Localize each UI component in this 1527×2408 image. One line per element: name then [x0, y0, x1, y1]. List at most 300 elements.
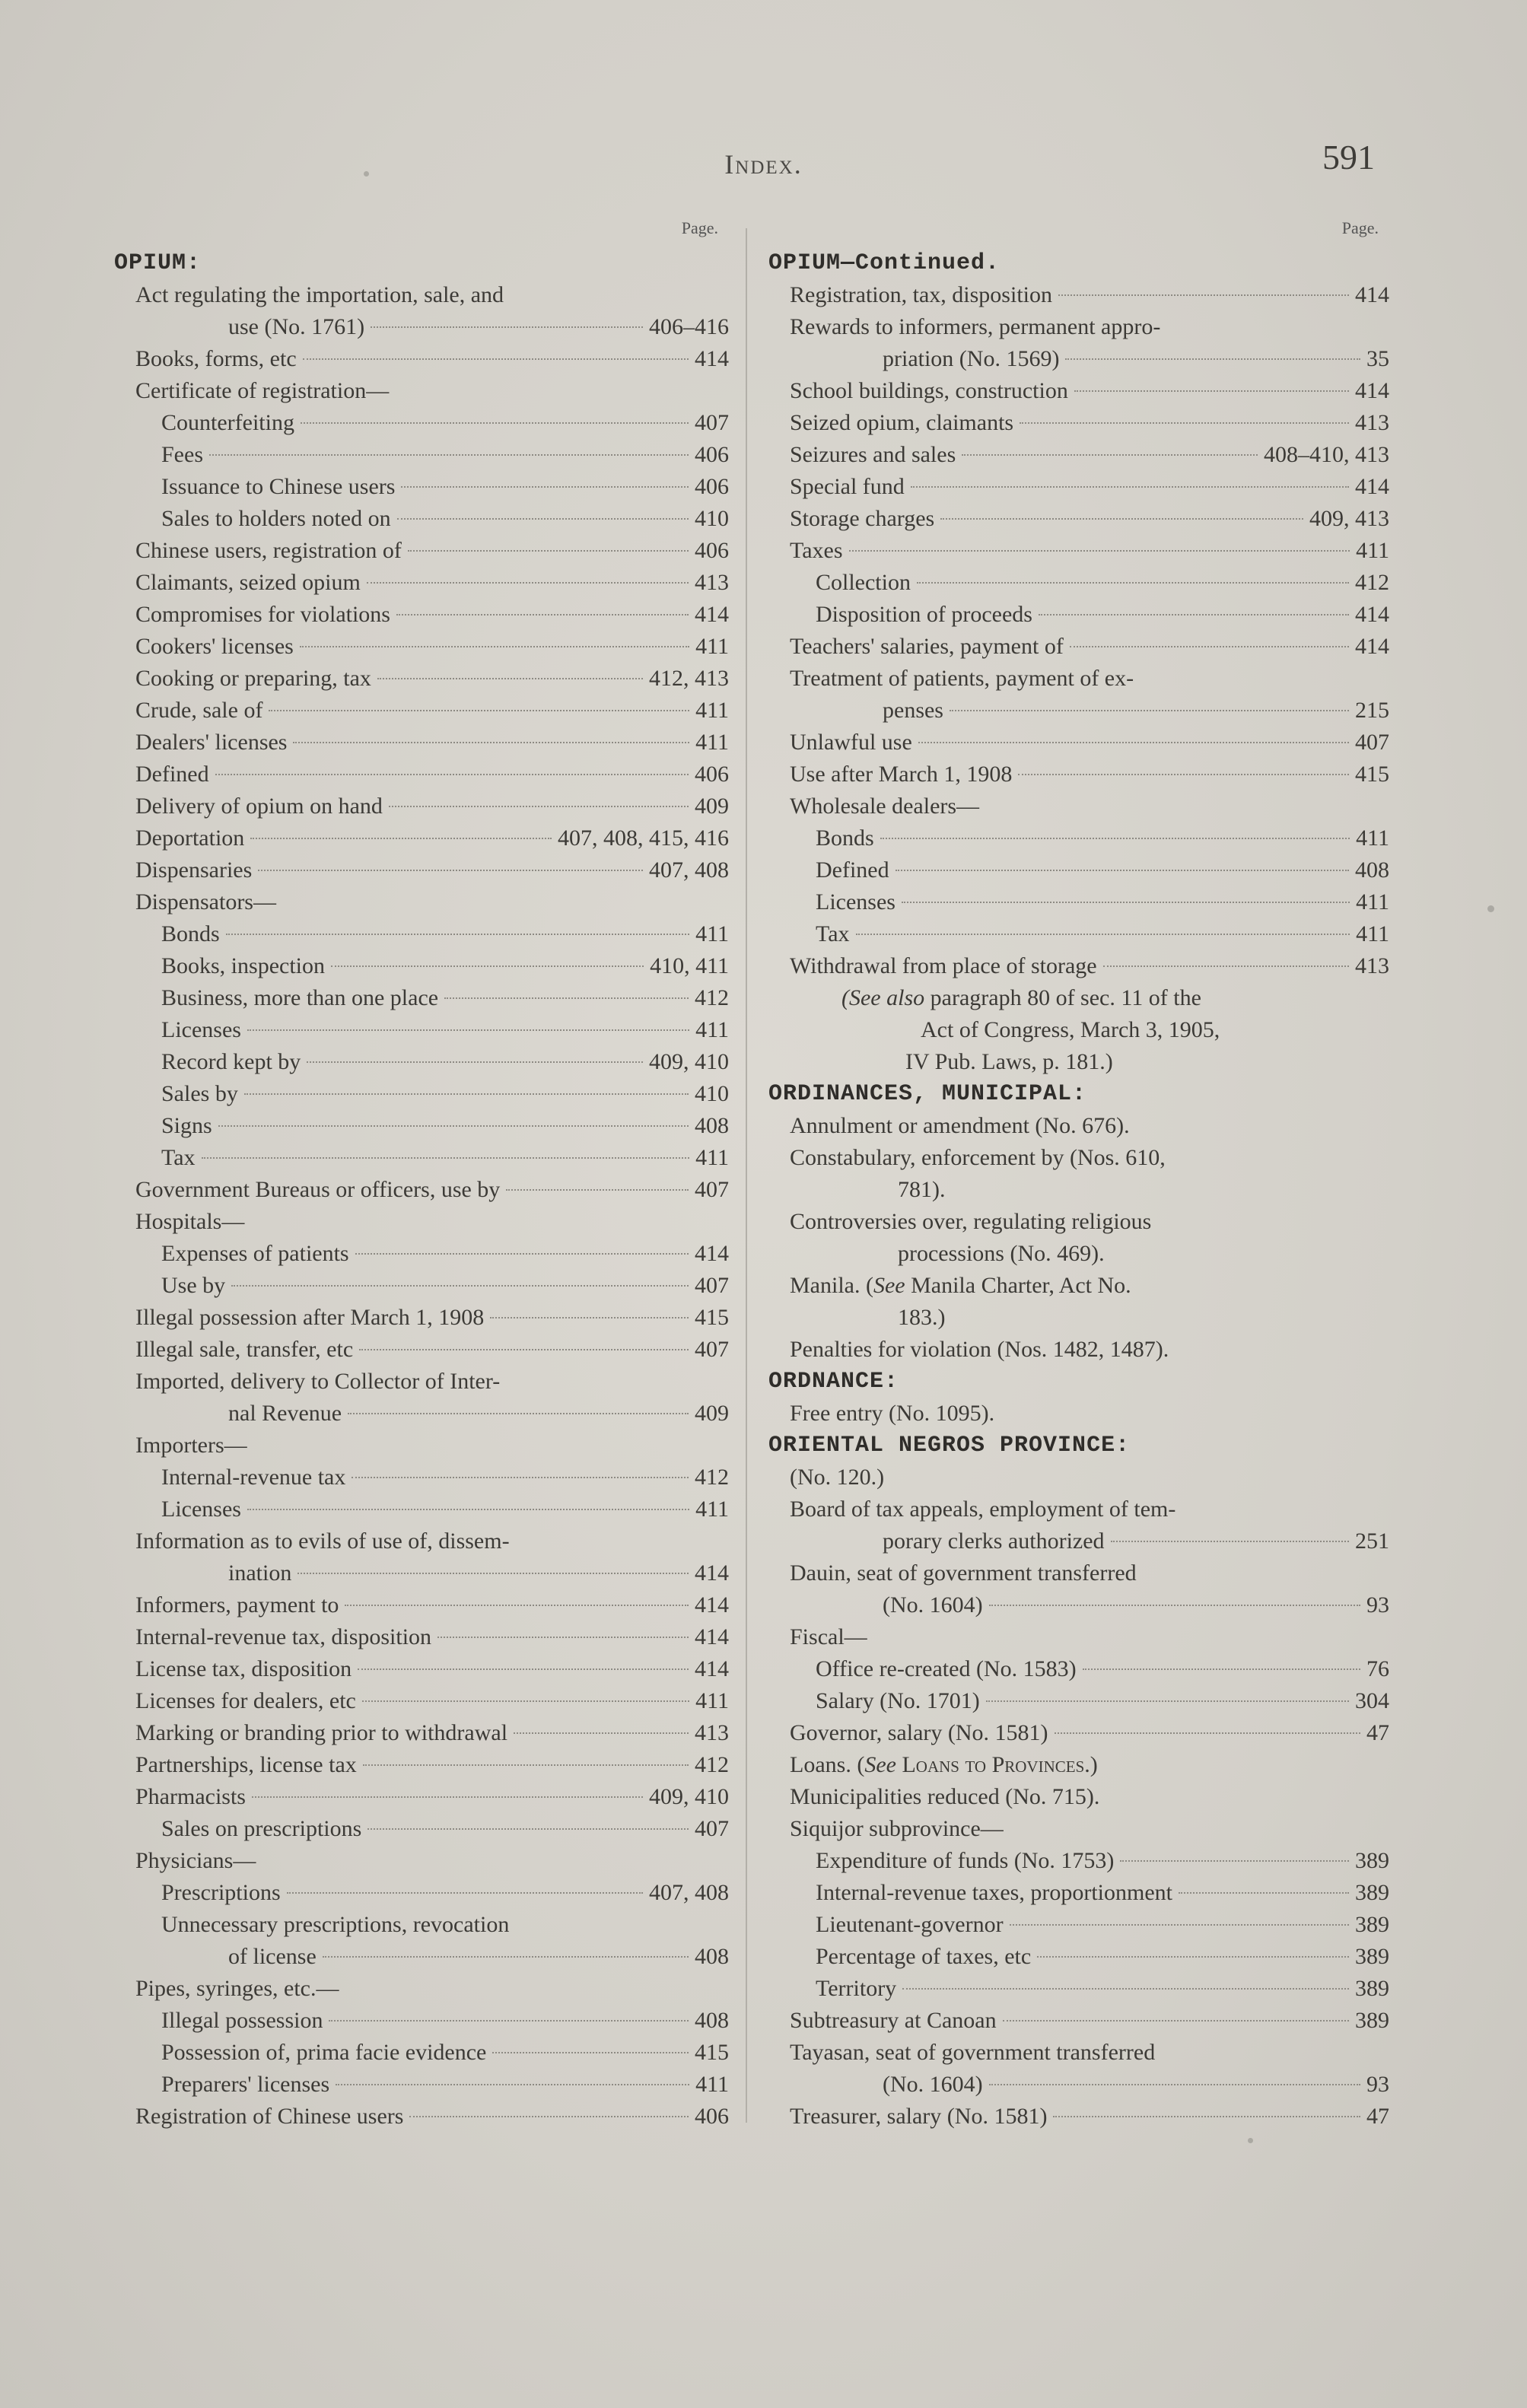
entry-label: Registration of Chinese users [135, 2104, 404, 2129]
manila-text-a: Manila. ( [790, 1273, 873, 1298]
index-entry [114, 854, 729, 886]
entry-label-cont: of license [228, 1944, 317, 1969]
page-reference: 389 [1355, 2008, 1389, 2033]
entry-label: Sales to holders noted on [161, 506, 391, 531]
dot-leader [352, 1477, 689, 1478]
page-reference: 415 [695, 1305, 729, 1330]
dot-leader [348, 1413, 689, 1414]
dot-leader [252, 1796, 643, 1798]
dot-leader [331, 965, 644, 967]
index-entry [768, 886, 1389, 918]
ordinance-constabulary: Constabulary, enforcement by (Nos. 610, [790, 1145, 1166, 1170]
entry-label: Internal-revenue tax, disposition [135, 1624, 432, 1649]
entry-label-cont: nal Revenue [228, 1401, 342, 1426]
entry-label: Taxes [790, 538, 843, 563]
dot-leader [307, 1061, 643, 1063]
entry-label: Crude, sale of [135, 698, 263, 723]
index-entry [114, 695, 729, 727]
index-entry [768, 631, 1389, 663]
page-reference: 304 [1355, 1688, 1389, 1713]
page-reference: 389 [1355, 1976, 1389, 2001]
index-entry [114, 1110, 729, 1142]
page-reference: 407 [695, 1273, 729, 1298]
entry-label: Importers— [135, 1433, 247, 1458]
left-entries [114, 279, 729, 2133]
index-entry [114, 1813, 729, 1845]
entry-label: Imported, delivery to Collector of Inter- [135, 1369, 501, 1394]
dot-leader [401, 486, 689, 488]
page-reference: 414 [695, 1560, 729, 1586]
dot-leader [371, 326, 643, 328]
dot-leader [989, 1605, 1360, 1606]
entry-label: Dispensators— [135, 889, 276, 915]
entry-label: Claimants, seized opium [135, 570, 361, 595]
entry-label: Disposition of proceeds [816, 602, 1032, 627]
entry-label-cont: priation (No. 1569) [883, 346, 1060, 371]
see-also-line3: IV Pub. Laws, p. 181.) [905, 1049, 1113, 1074]
dot-leader [896, 870, 1349, 871]
page-reference: 412 [695, 1465, 729, 1490]
entry-label-cont: ination [228, 1560, 292, 1586]
index-entry [114, 982, 729, 1014]
dot-leader [880, 838, 1350, 839]
dot-leader [1120, 1860, 1349, 1862]
dot-leader [218, 1125, 689, 1127]
index-entry [114, 1270, 729, 1302]
page-reference: 389 [1355, 1944, 1389, 1969]
entry-label: Seizures and sales [790, 442, 956, 467]
index-entry [114, 279, 729, 343]
page-reference: 407 [1355, 730, 1389, 755]
dot-leader [940, 518, 1303, 520]
oriental-act-number: (No. 120.) [790, 1465, 885, 1490]
dot-leader [1020, 422, 1349, 424]
index-entry [114, 503, 729, 535]
dot-leader [408, 550, 689, 552]
page-reference: 409 [695, 1401, 729, 1426]
dot-leader [215, 774, 689, 775]
index-entry [768, 1621, 1389, 1653]
page-reference: 47 [1366, 1720, 1389, 1745]
entry-label: Possession of, prima facie evidence [161, 2040, 487, 2065]
dot-leader [250, 838, 552, 839]
index-entry [768, 759, 1389, 790]
page-reference: 389 [1355, 1880, 1389, 1905]
page-reference: 414 [1355, 282, 1389, 307]
index-entry [114, 535, 729, 567]
dot-leader [297, 1573, 689, 1574]
heading-oriental-negros: ORIENTAL NEGROS PROVINCE: [768, 1433, 1131, 1458]
index-entry [768, 1493, 1389, 1557]
index-entry [114, 950, 729, 982]
dot-leader [950, 710, 1349, 711]
page-reference: 406 [695, 442, 729, 467]
entry-label: Sales by [161, 1081, 238, 1106]
entry-label: License tax, disposition [135, 1656, 352, 1681]
dot-leader [849, 550, 1350, 552]
index-entry [114, 631, 729, 663]
dot-leader [355, 1253, 689, 1255]
index-entry [114, 1430, 729, 1462]
entry-label: Lieutenant-governor [816, 1912, 1004, 1937]
index-entry [114, 727, 729, 759]
page-reference: 410 [695, 1081, 729, 1106]
entry-label: Deportation [135, 825, 245, 851]
page-reference: 410 [695, 506, 729, 531]
index-entry [768, 918, 1389, 950]
ordinance-controversies: Controversies over, regulating religious [790, 1209, 1152, 1234]
page-reference: 414 [1355, 474, 1389, 499]
page-reference: 408–410, 413 [1264, 442, 1389, 467]
index-entry [114, 1238, 729, 1270]
index-entry [114, 1653, 729, 1685]
dot-leader [367, 582, 689, 584]
paper-speck [364, 171, 369, 177]
page-reference: 414 [695, 1656, 729, 1681]
entry-label: Unlawful use [790, 730, 912, 755]
entry-label-cont: porary clerks authorized [883, 1528, 1105, 1554]
see-also-line1: paragraph 80 of sec. 11 of the [930, 985, 1201, 1010]
entry-label: Territory [816, 1976, 897, 2001]
entry-label: Licenses for dealers, etc [135, 1688, 356, 1713]
page-reference: 35 [1366, 346, 1389, 371]
page-reference: 389 [1355, 1912, 1389, 1937]
index-entry [114, 2101, 729, 2133]
index-entry [768, 1973, 1389, 2005]
entry-continuation [790, 343, 1389, 375]
index-entry [768, 1717, 1389, 1749]
entry-continuation [790, 2069, 1389, 2101]
dot-leader [1070, 646, 1349, 647]
page-reference: 414 [695, 346, 729, 371]
heading-ordinances: ORDINANCES, MUNICIPAL: [768, 1081, 1087, 1107]
entry-label: Treatment of patients, payment of ex- [790, 666, 1134, 691]
index-entry [768, 1653, 1389, 1685]
index-entry [114, 822, 729, 854]
dot-leader [336, 2084, 689, 2085]
dot-leader [244, 1093, 689, 1095]
entry-label: Use after March 1, 1908 [790, 762, 1013, 787]
dot-leader [1111, 1541, 1349, 1542]
entry-label: Pharmacists [135, 1784, 246, 1809]
entry-label: Rewards to informers, permanent appro- [790, 314, 1161, 339]
entry-label: Illegal possession [161, 2008, 323, 2033]
entry-label: Licenses [161, 1017, 241, 1042]
index-entry [768, 790, 1389, 822]
index-entry [768, 727, 1389, 759]
entry-label: Tax [161, 1145, 196, 1170]
ordinance-annulment: Annulment or amendment (No. 676). [790, 1113, 1130, 1138]
ordinance-constabulary-cont: 781). [898, 1177, 946, 1202]
page-reference: 406 [695, 538, 729, 563]
dot-leader [986, 1700, 1349, 1702]
dot-leader [492, 2052, 689, 2053]
page-reference: 93 [1366, 2072, 1389, 2097]
ordinance-manila-cont: 183.) [898, 1305, 946, 1330]
page-reference: 414 [1355, 378, 1389, 403]
dot-leader [917, 582, 1349, 584]
index-entry [114, 1206, 729, 1238]
dot-leader [1074, 390, 1349, 392]
index-entry [114, 1717, 729, 1749]
paper-speck [1487, 905, 1494, 912]
entry-label: Information as to evils of use of, dissem- [135, 1528, 510, 1554]
index-entry [768, 822, 1389, 854]
index-entry [114, 1493, 729, 1525]
index-entry [114, 2037, 729, 2069]
dot-leader [301, 422, 689, 424]
dot-leader [1037, 1956, 1349, 1958]
entry-label: Hospitals— [135, 1209, 245, 1234]
left-column [114, 217, 729, 2133]
entry-label: Issuance to Chinese users [161, 474, 396, 499]
page-reference: 413 [1355, 410, 1389, 435]
dot-leader [1103, 965, 1349, 967]
dot-leader [300, 646, 689, 647]
page-reference: 406–416 [649, 314, 729, 339]
page-reference: 414 [1355, 602, 1389, 627]
index-entry [768, 1877, 1389, 1909]
entry-label: Defined [816, 857, 889, 883]
entry-continuation [135, 1398, 729, 1430]
index-entry [768, 407, 1389, 439]
page-reference: 409, 413 [1309, 506, 1389, 531]
index-entry [114, 1014, 729, 1046]
dot-leader [209, 454, 689, 456]
entry-label: Board of tax appeals, employment of tem- [790, 1497, 1176, 1522]
dot-leader [226, 934, 689, 935]
page-column-label: Page. [681, 218, 718, 237]
dot-leader [396, 614, 689, 616]
entry-label: Cookers' licenses [135, 634, 294, 659]
index-entry [768, 567, 1389, 599]
entry-label: Business, more than one place [161, 985, 439, 1010]
page-reference: 215 [1355, 698, 1389, 723]
index-entry [768, 2037, 1389, 2101]
page-reference: 406 [695, 474, 729, 499]
page-reference: 408 [695, 1113, 729, 1138]
manila-see: See [873, 1273, 905, 1298]
page-reference: 411 [695, 730, 729, 755]
dot-leader [362, 1700, 689, 1702]
page-reference: 412, 413 [649, 666, 729, 691]
dot-leader [1065, 358, 1360, 360]
dot-leader [329, 2020, 689, 2022]
dot-leader [989, 2084, 1360, 2085]
index-entry [768, 1909, 1389, 1941]
page-reference: 409, 410 [649, 1049, 729, 1074]
entry-label: Defined [135, 762, 209, 787]
page-reference: 389 [1355, 1848, 1389, 1873]
entry-continuation [790, 695, 1389, 727]
dot-leader [1039, 614, 1349, 616]
index-entry [114, 663, 729, 695]
index-entry [114, 1589, 729, 1621]
entry-label: Seized opium, claimants [790, 410, 1014, 435]
entry-label: Bonds [816, 825, 874, 851]
entry-label: Treasurer, salary (No. 1581) [790, 2104, 1048, 2129]
oriental-entries-2 [768, 1845, 1389, 2133]
entry-label: Dealers' licenses [135, 730, 288, 755]
index-entry [768, 2101, 1389, 2133]
dot-leader [506, 1189, 689, 1191]
page-reference: 410, 411 [650, 953, 729, 978]
index-entry [114, 343, 729, 375]
entry-label: Certificate of registration— [135, 378, 390, 403]
right-column [768, 217, 1389, 2133]
dot-leader [911, 486, 1349, 488]
index-entry [768, 1557, 1389, 1621]
dot-leader [303, 358, 689, 360]
ordinance-controversies-cont: processions (No. 469). [898, 1241, 1105, 1266]
dot-leader [377, 678, 643, 679]
entry-label: Expenditure of funds (No. 1753) [816, 1848, 1115, 1873]
page-reference: 415 [1355, 762, 1389, 787]
index-entry [114, 886, 729, 918]
entry-label: Books, inspection [161, 953, 325, 978]
dot-leader [856, 934, 1350, 935]
index-entry [114, 1845, 729, 1877]
entry-label: Fiscal— [790, 1624, 867, 1649]
entry-label: Special fund [790, 474, 905, 499]
page-reference: 408 [695, 2008, 729, 2033]
page-reference: 411 [695, 1017, 729, 1042]
dot-leader [1055, 1732, 1360, 1734]
page-reference: 408 [695, 1944, 729, 1969]
entry-label: Pipes, syringes, etc.— [135, 1976, 339, 2001]
index-entry [114, 1302, 729, 1334]
page-reference: 407, 408 [649, 1880, 729, 1905]
index-entry [114, 1909, 729, 1973]
page-reference: 415 [695, 2040, 729, 2065]
page-reference: 407 [695, 410, 729, 435]
index-entry [114, 1078, 729, 1110]
index-entry [768, 2005, 1389, 2037]
index-entry [114, 407, 729, 439]
ordinance-manila [768, 1270, 1389, 1302]
dot-leader [363, 1764, 689, 1766]
oriental-siquijor: Siquijor subprovince— [790, 1816, 1004, 1841]
entry-label: Prescriptions [161, 1880, 281, 1905]
loans-text-a: Loans. ( [790, 1752, 865, 1777]
page-reference: 406 [695, 2104, 729, 2129]
index-entry [768, 1845, 1389, 1877]
entry-label: Counterfeiting [161, 410, 294, 435]
dot-leader [358, 1668, 689, 1670]
dot-leader [293, 742, 689, 743]
index-entry [768, 279, 1389, 311]
dot-leader [1083, 1668, 1360, 1670]
index-entry [114, 599, 729, 631]
index-entry [114, 567, 729, 599]
index-entry [114, 2069, 729, 2101]
entry-label-cont: (No. 1604) [883, 1592, 983, 1618]
ordinance-penalties: Penalties for violation (Nos. 1482, 1487). [790, 1337, 1169, 1362]
page-reference: 414 [695, 602, 729, 627]
index-entry [114, 2005, 729, 2037]
heading-opium-continued: OPIUM—Continued. [768, 250, 1001, 276]
running-title: Index. [724, 149, 803, 180]
page-reference: 414 [695, 1592, 729, 1618]
entry-continuation [161, 1941, 729, 1973]
entry-label: Cooking or preparing, tax [135, 666, 371, 691]
entry-label: Physicians— [135, 1848, 256, 1873]
entry-label: Act regulating the importation, sale, and [135, 282, 504, 307]
index-entry [114, 1366, 729, 1430]
page-reference: 414 [695, 1624, 729, 1649]
page-reference: 411 [695, 921, 729, 946]
entry-continuation [135, 1557, 729, 1589]
entry-label: Sales on prescriptions [161, 1816, 362, 1841]
entry-label: Withdrawal from place of storage [790, 953, 1097, 978]
entry-label: Preparers' licenses [161, 2072, 330, 2097]
dot-leader [1179, 1892, 1349, 1894]
dot-leader [287, 1892, 643, 1894]
index-entry [114, 1525, 729, 1589]
page-reference: 411 [1356, 921, 1389, 946]
dot-leader [231, 1285, 689, 1287]
entry-label: Teachers' salaries, payment of [790, 634, 1064, 659]
dot-leader [258, 870, 643, 871]
entry-label: Partnerships, license tax [135, 1752, 357, 1777]
entry-label: Use by [161, 1273, 226, 1298]
entry-label: Informers, payment to [135, 1592, 339, 1618]
index-entry [114, 790, 729, 822]
entry-label: Percentage of taxes, etc [816, 1944, 1032, 1969]
entry-label: Compromises for violations [135, 602, 390, 627]
index-entry [768, 950, 1389, 982]
index-entry [768, 375, 1389, 407]
index-entry [114, 1685, 729, 1717]
entry-label: Office re-created (No. 1583) [816, 1656, 1077, 1681]
index-entry [114, 759, 729, 790]
entry-label: Expenses of patients [161, 1241, 349, 1266]
dot-leader [1018, 774, 1349, 775]
index-entry [768, 311, 1389, 375]
page-reference: 411 [1356, 825, 1389, 851]
index-entry [114, 918, 729, 950]
page-reference: 407 [695, 1177, 729, 1202]
page-reference: 414 [695, 1241, 729, 1266]
page-reference: 408 [1355, 857, 1389, 883]
index-entry [114, 471, 729, 503]
page-reference: 413 [695, 1720, 729, 1745]
oriental-municipalities: Municipalities reduced (No. 715). [790, 1784, 1100, 1809]
index-entry [114, 1781, 729, 1813]
index-entry [114, 1046, 729, 1078]
page-reference: 407 [695, 1337, 729, 1362]
index-entry [768, 599, 1389, 631]
index-entry [768, 1685, 1389, 1717]
dot-leader [397, 518, 689, 520]
index-entry [114, 1334, 729, 1366]
index-entry [768, 503, 1389, 535]
entry-label-cont: use (No. 1761) [228, 314, 365, 339]
page-reference: 76 [1366, 1656, 1389, 1681]
entry-label: Dispensaries [135, 857, 253, 883]
dot-leader [918, 742, 1349, 743]
page-reference: 412 [1355, 570, 1389, 595]
dot-leader [514, 1732, 689, 1734]
index-entry [114, 1174, 729, 1206]
entry-continuation [790, 1589, 1389, 1621]
dot-leader [902, 902, 1350, 903]
entry-label: Tayasan, seat of government transferred [790, 2040, 1156, 2065]
entry-label-cont: (No. 1604) [883, 2072, 983, 2097]
entry-label: Internal-revenue taxes, proportionment [816, 1880, 1172, 1905]
entry-label: Storage charges [790, 506, 935, 531]
see-also-label: (See also [841, 985, 925, 1010]
